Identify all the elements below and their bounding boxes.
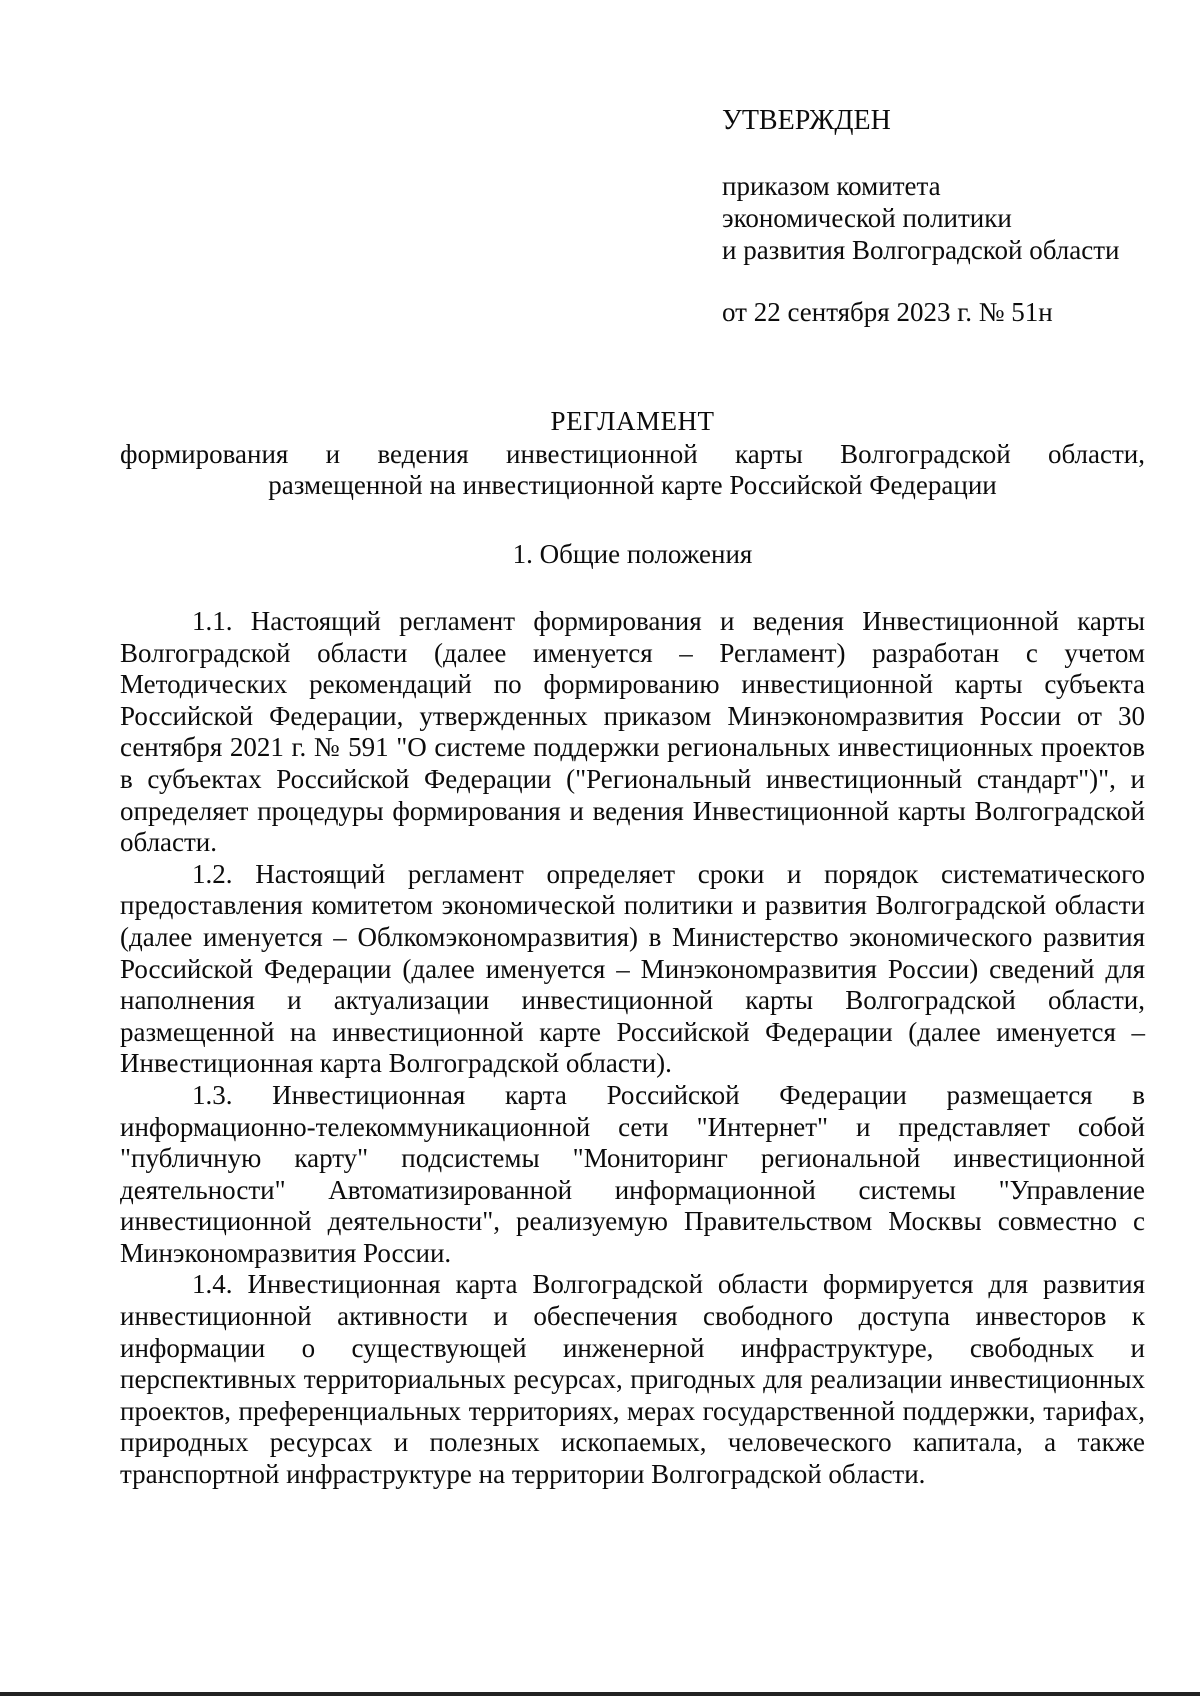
paragraph	[120, 1269, 1145, 1490]
paragraph-text: Настоящий регламент определяет сроки и порядок систематического предоставления комитетом экономической политики и развития Волгоградской области (далее именуется – Облкомэкономразвития) в Министерство экономического развития Российской Федерации (далее именуется – Минэкономразвития России) сведений для наполнения и актуализации инвестиционной карты Волгоградской области, размещенной на инвестиционной карте Российской Федерации (далее именуется – Инвестиционная карта Волгоградской области).	[120, 858, 1146, 1079]
approval-heading: УТВЕРЖДЕН	[722, 105, 891, 136]
paragraph-text: Настоящий регламент формирования и ведения Инвестиционной карты Волгоградской области (далее именуется – Регламент) разработан с учетом Методических рекомендаций по формированию инвестиционной карты субъекта Российской Федерации, утвержденных приказом Минэкономразвития России от 30 сентября 2021 г. № 591 "О системе поддержки региональных инвестиционных проектов в субъектах Российской Федерации ("Региональный инвестиционный стандарт")", и определяет процедуры формирования и ведения Инвестиционной карты Волгоградской области.	[120, 606, 1146, 858]
approval-org-line: экономической политики	[722, 203, 1012, 233]
approval-date: от 22 сентября 2023 г. № 51н	[722, 297, 1053, 327]
approval-block	[722, 105, 1119, 328]
paragraph	[120, 859, 1145, 1080]
document-subtitle-line: формирования и ведения инвестиционной карты Волгоградской области,	[120, 439, 1145, 469]
paragraph-number: 1.3.	[192, 1079, 233, 1110]
paragraph	[120, 606, 1145, 859]
document-subtitle-line: размещенной на инвестиционной карте Российской Федерации	[268, 470, 997, 500]
bottom-scan-edge	[0, 1692, 1200, 1696]
paragraph	[120, 1080, 1145, 1270]
paragraph-number: 1.1.	[192, 606, 233, 636]
document-title-block	[120, 406, 1145, 501]
paragraph-text: Инвестиционная карта Российской Федерации размещается в информационно-телекоммуникационной сети "Интернет" и представляет собой "публичную карту" подсистемы "Мониторинг региональной инвестиционной деятельности" Автоматизированной информационной системы "Управление инвестиционной деятельности", реализуемую Правительством Москвы совместно с Минэкономразвития России.	[120, 1079, 1146, 1268]
approval-authority	[722, 170, 1119, 266]
paragraph-number: 1.4.	[192, 1269, 233, 1300]
paragraph-text: Инвестиционная карта Волгоградской области формируется для развития инвестиционной активности и обеспечения свободного доступа инвесторов к информации о существующей инженерной инфраструктуре, свободных и перспективных территориальных ресурсах, пригодных для реализации инвестиционных проектов, преференциальных территориях, мерах государственной поддержки, тарифах, природных ресурсах и полезных ископаемых, человеческого капитала, а также транспортной инфраструктуре на территории Волгоградской области.	[120, 1269, 1146, 1490]
paragraph-number: 1.2.	[192, 858, 233, 889]
document-title: РЕГЛАМЕНТ	[550, 406, 715, 436]
approval-org-line: и развития Волгоградской области	[722, 235, 1120, 265]
section-heading: 1. Общие положения	[512, 539, 753, 569]
document-body	[120, 606, 1145, 1491]
approval-org-line: приказом комитета	[722, 171, 941, 201]
